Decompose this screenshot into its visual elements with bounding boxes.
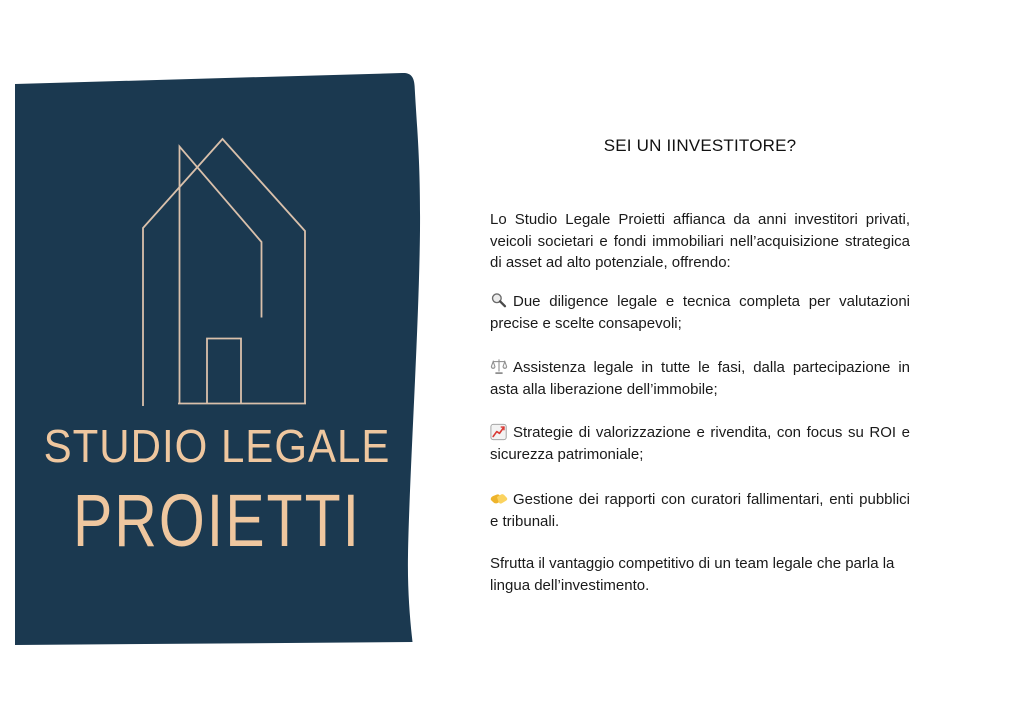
bullet-text: Strategie di valorizzazione e rivendita, con focus su ROI e sicurezza patrimoniale; [490,424,910,463]
bullet-strategie [490,422,910,465]
brand-name-line2: PROIETTI [72,479,362,563]
page-title: SEI UN IINVESTITORE? [603,136,797,155]
balance-scale-icon [490,358,508,376]
magnifying-glass-icon [490,292,508,310]
bullet-assistenza-legale [490,357,910,400]
bullet-text: Gestione dei rapporti con curatori fallimentari, enti pubblici e tribunali. [490,491,910,530]
brand-panel [0,0,440,690]
bullet-text: Assistenza legale in tutte le fasi, dalla partecipazione in asta alla liberazione dell’immobile; [490,359,910,398]
chart-increasing-icon [490,423,508,441]
bullet-due-diligence [490,291,910,334]
intro-paragraph: Lo Studio Legale Proietti affianca da anni investitori privati, veicoli societari e fondi immobiliari nell’acquisizione strategica di asset ad alto potenziale, offrendo: [490,211,910,271]
handshake-icon [490,490,508,508]
brand-name-line1: STUDIO LEGALE [43,420,391,472]
brand-panel-shape [15,73,420,645]
closing-paragraph: Sfrutta il vantaggio competitivo di un team legale che parla la lingua dell’investimento. [490,555,895,594]
bullet-text: Due diligence legale e tecnica completa per valutazioni precise e scelte consapevoli; [490,293,910,332]
bullet-gestione-rapporti [490,489,910,532]
